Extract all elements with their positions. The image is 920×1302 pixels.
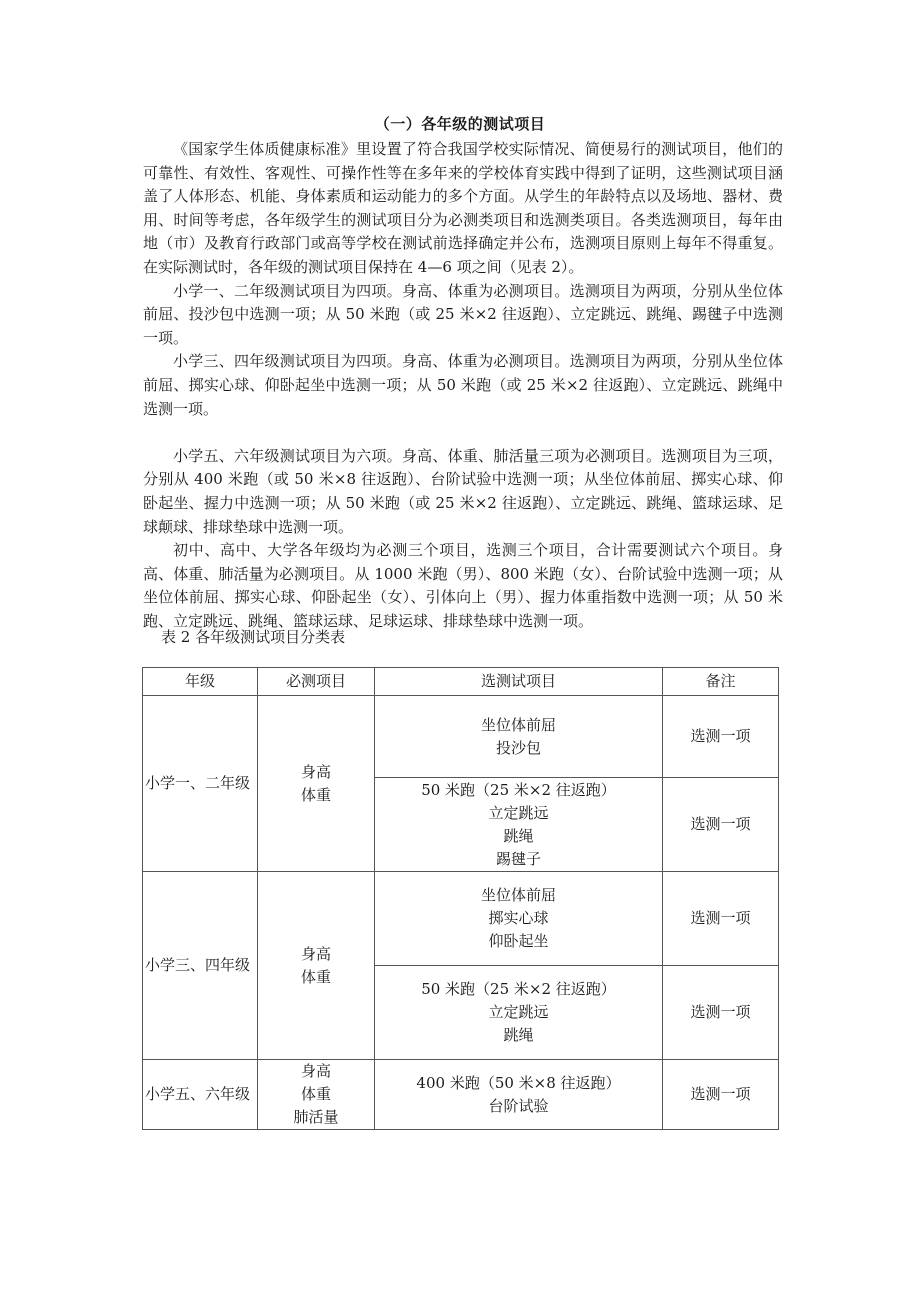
grade-cell: 小学三、四年级 <box>143 872 258 1060</box>
optional-item: 踢毽子 <box>495 849 541 868</box>
optional-item: 坐位体前屈 <box>480 886 556 904</box>
optional-item: 立定跳远 <box>488 803 549 822</box>
paragraph-grade-5-6: 小学五、六年级测试项目为六项。身高、体重、肺活量三项为必测项目。选测项目为三项，分别从 400 米跑（或 50 米×8 往返跑）、台阶试验中选测一项；从坐位体前屈、掷实心球、仰卧起坐、握力中选测一项；从 50 米跑（或 25 米×2 往返跑）、立定跳远、跳绳、篮球运球、足球颠球、排球垫球中选测一项。 <box>143 446 783 536</box>
optional-cell <box>375 778 663 872</box>
header-note: 备注 <box>663 668 779 696</box>
required-item: 身高 <box>300 762 331 781</box>
required-item: 体重 <box>300 1085 331 1103</box>
table-caption: 表 2 各年级测试项目分类表 <box>161 628 346 646</box>
grade-test-items-table <box>142 667 779 1130</box>
required-item: 身高 <box>300 1062 331 1080</box>
paragraph-intro: 《国家学生体质健康标准》里设置了符合我国学校实际情况、简便易行的测试项目，他们的可靠性、有效性、客观性、可操作性等在多年来的学校体育实践中得到了证明，这些测试项目涵盖了人体形态、机能、身体素质和运动能力的多个方面。从学生的年龄特点以及场地、器材、费用、时间等考虑，各年级学生的测试项目分为必测类项目和选测类项目。各类选测项目，每年由地（市）及教育行政部门或高等学校在测试前选择确定并公布，选测项目原则上每年不得重复。在实际测试时，各年级的测试项目保持在 4—6 项之间（见表 2）。 <box>143 140 783 276</box>
table-row <box>143 1060 779 1130</box>
optional-item: 跳绳 <box>503 1026 534 1044</box>
note-cell: 选测一项 <box>663 696 779 778</box>
body-text <box>143 138 783 633</box>
required-item: 体重 <box>300 967 331 986</box>
optional-cell <box>375 696 663 778</box>
paragraph-grade-3-4: 小学三、四年级测试项目为四项。身高、体重为必测项目。选测项目为两项，分别从坐位体前屈、掷实心球、仰卧起坐中选测一项；从 50 米跑（或 25 米×2 往返跑）、立定跳远、跳绳中选测一项。 <box>143 352 783 418</box>
header-optional: 选测试项目 <box>375 668 663 696</box>
required-item: 身高 <box>300 944 331 963</box>
optional-cell <box>375 966 663 1060</box>
grade-cell: 小学一、二年级 <box>143 696 258 872</box>
optional-cell <box>375 1060 663 1130</box>
section-title: （一）各年级的测试项目 <box>374 115 546 133</box>
required-cell <box>258 696 375 872</box>
optional-item: 立定跳远 <box>488 1003 549 1021</box>
optional-item: 台阶试验 <box>488 1096 549 1115</box>
required-item: 肺活量 <box>293 1108 339 1126</box>
header-required: 必测项目 <box>258 668 375 696</box>
note-cell: 选测一项 <box>663 966 779 1060</box>
note-cell: 选测一项 <box>663 872 779 966</box>
table-row <box>143 696 779 778</box>
required-item: 体重 <box>300 785 331 804</box>
table-header-row <box>143 668 779 696</box>
paragraph-grade-1-2: 小学一、二年级测试项目为四项。身高、体重为必测项目。选测项目为两项，分别从坐位体前屈、投沙包中选测一项；从 50 米跑（或 25 米×2 往返跑）、立定跳远、跳绳、踢毽子中选测一项。 <box>143 281 783 347</box>
note-cell: 选测一项 <box>663 778 779 872</box>
optional-item: 投沙包 <box>495 738 541 757</box>
optional-item: 400 米跑（50 米×8 往返跑） <box>416 1073 621 1092</box>
optional-item: 坐位体前屈 <box>480 715 556 734</box>
header-grade: 年级 <box>143 668 258 696</box>
note-cell: 选测一项 <box>663 1060 779 1130</box>
optional-item: 仰卧起坐 <box>488 932 549 950</box>
table-row <box>143 872 779 966</box>
optional-item: 50 米跑（25 米×2 往返跑） <box>421 980 616 998</box>
paragraph-secondary-university: 初中、高中、大学各年级均为必测三个项目，选测三个项目，合计需要测试六个项目。身高、体重、肺活量为必测项目。从 1000 米跑（男）、800 米跑（女）、台阶试验中选测一项；从坐位体前屈、掷实心球、仰卧起坐（女）、引体向上（男）、握力体重指数中选测一项；从 50 米跑、立定跳远、跳绳、篮球运球、足球运球、排球垫球中选测一项。 <box>143 541 783 630</box>
required-cell <box>258 1060 375 1130</box>
required-cell <box>258 872 375 1060</box>
grade-cell: 小学五、六年级 <box>143 1060 258 1130</box>
optional-item: 50 米跑（25 米×2 往返跑） <box>421 780 616 799</box>
optional-item: 掷实心球 <box>488 909 549 927</box>
optional-cell <box>375 872 663 966</box>
optional-item: 跳绳 <box>503 826 534 845</box>
